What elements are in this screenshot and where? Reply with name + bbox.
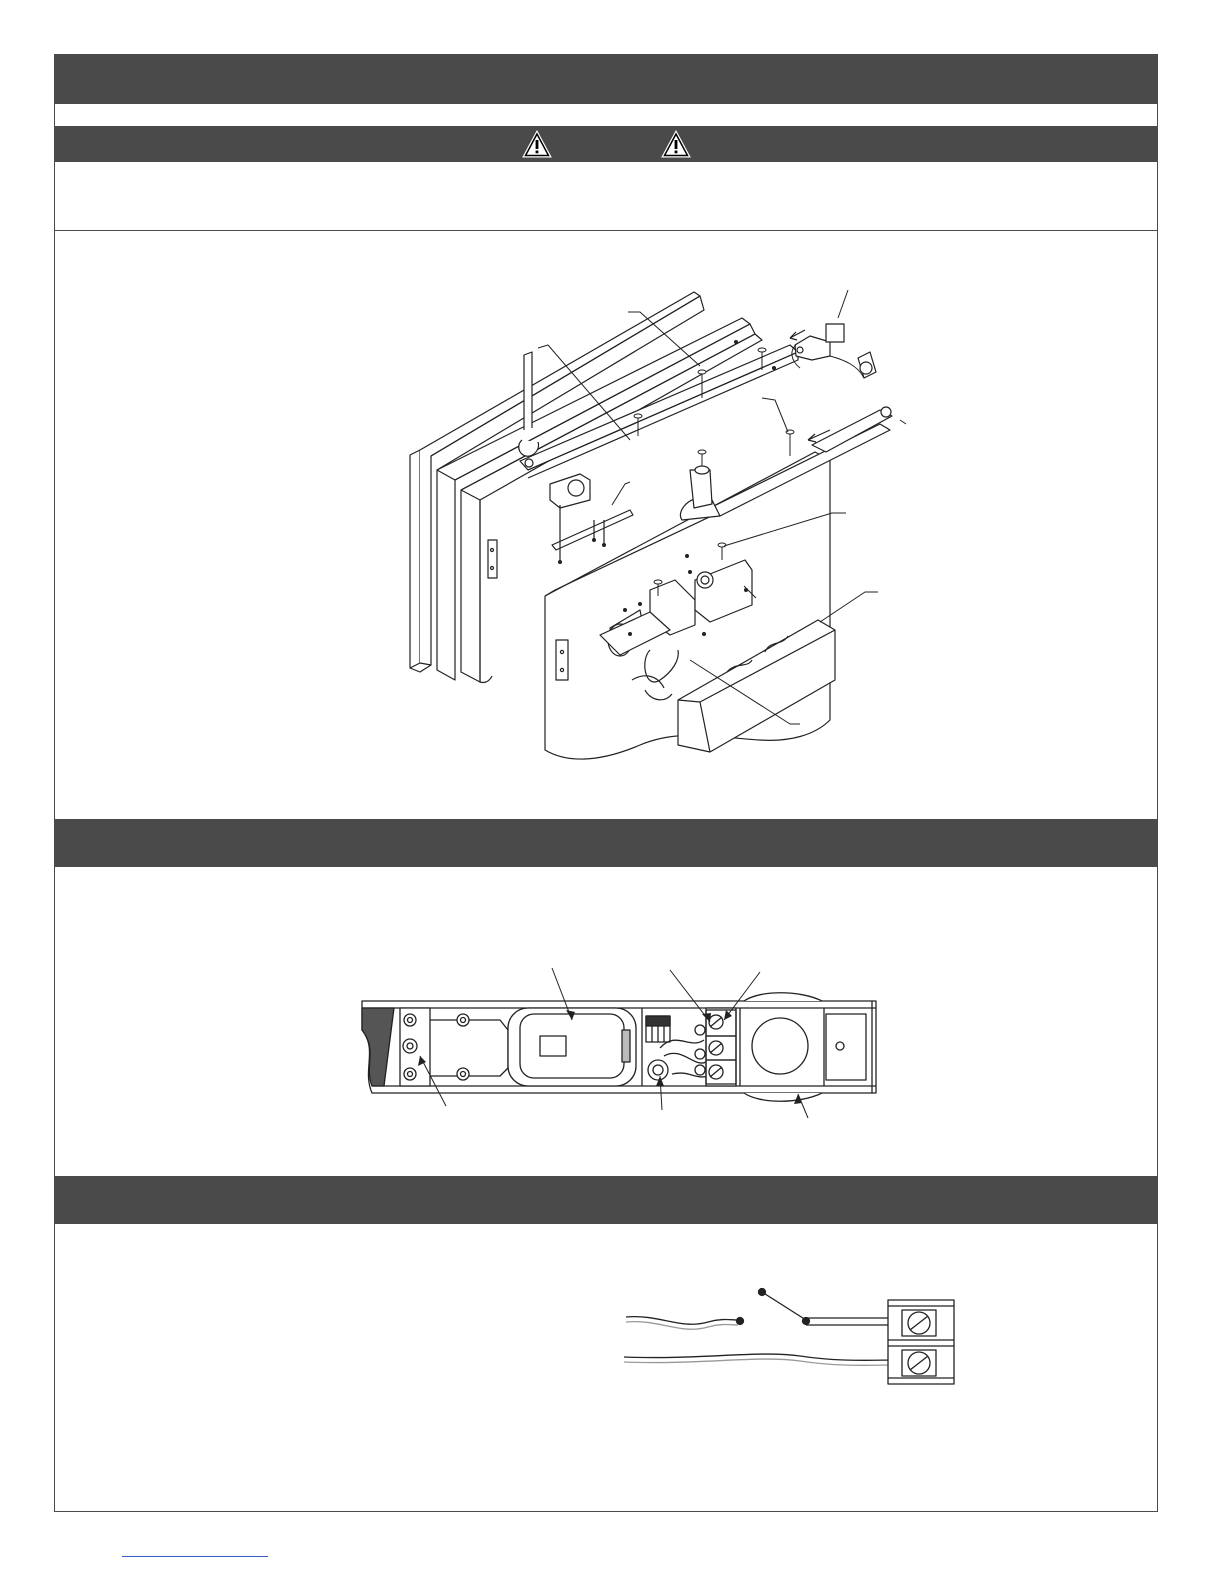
section-divider	[54, 230, 1158, 231]
section-header-closer-body	[54, 819, 1158, 867]
exploded-assembly-drawing	[400, 280, 920, 780]
page-frame	[54, 54, 1158, 1512]
page-header-bar	[54, 54, 1158, 104]
section-header-wiring	[54, 1176, 1158, 1224]
warning-triangle-icon	[522, 130, 552, 158]
footer-link-underline[interactable]	[122, 1556, 268, 1557]
warning-triangle-icon	[661, 130, 691, 158]
closer-body-top-view-drawing	[355, 965, 885, 1125]
switch-wiring-drawing	[615, 1280, 965, 1390]
warning-bar	[54, 126, 1158, 162]
